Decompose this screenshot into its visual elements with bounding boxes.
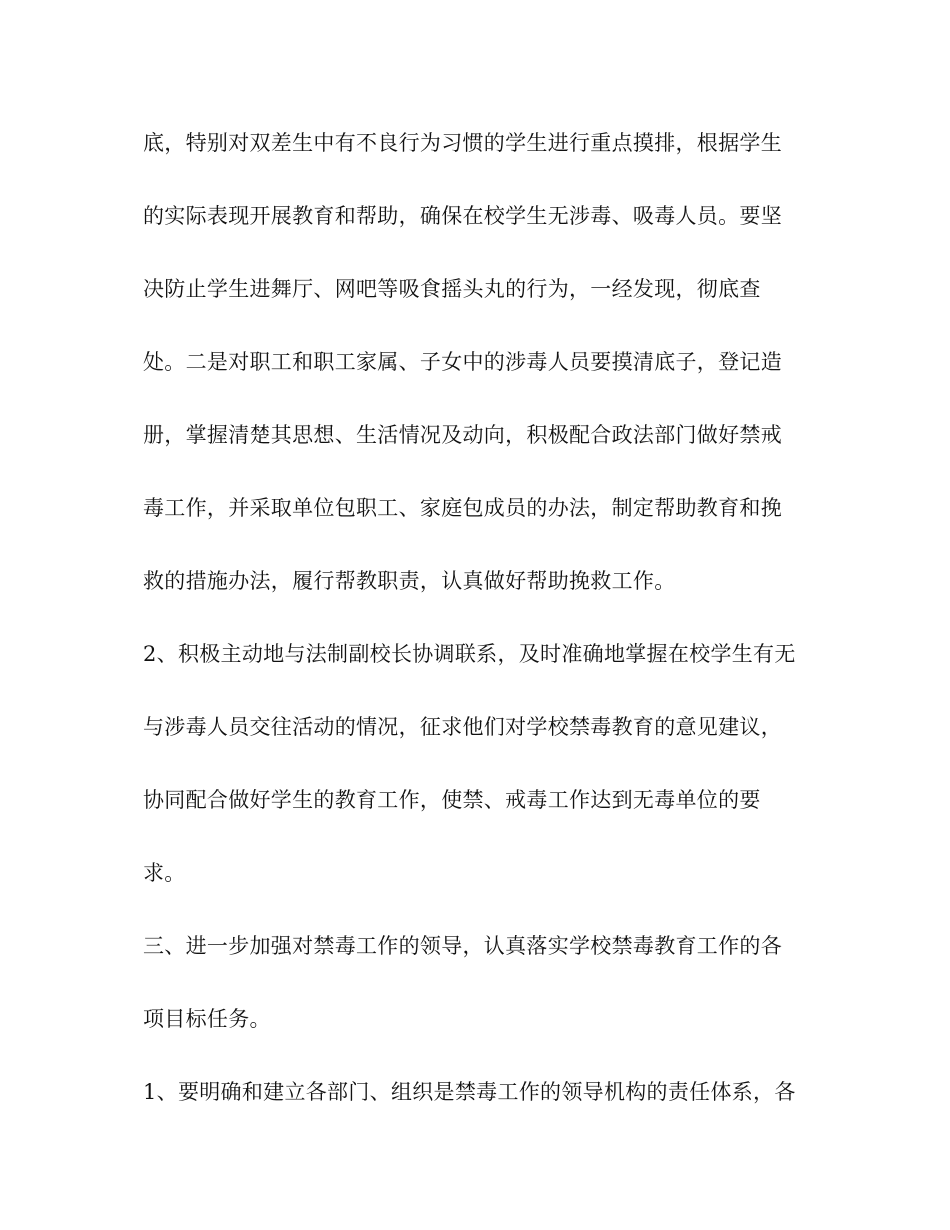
text-line: 救的措施办法，履行帮教职责，认真做好帮助挽救工作。	[143, 569, 676, 593]
text-line: 三、进一步加强对禁毒工作的领导，认真落实学校禁毒教育工作的各	[143, 934, 782, 958]
text-line: 决防止学生进舞厅、网吧等吸食摇头丸的行为，一经发现，彻底查	[143, 277, 761, 301]
text-line: 2、积极主动地与法制副校长协调联系，及时准确地掌握在校学生有无	[143, 642, 796, 666]
text-line: 册，掌握清楚其思想、生活情况及动向，积极配合政法部门做好禁戒	[143, 423, 782, 447]
text-line: 与涉毒人员交往活动的情况，征求他们对学校禁毒教育的意见建议，	[143, 715, 782, 739]
text-line: 处。二是对职工和职工家属、子女中的涉毒人员要摸清底子，登记造	[143, 350, 782, 374]
text-line: 底，特别对双差生中有不良行为习惯的学生进行重点摸排，根据学生	[143, 131, 782, 155]
text-line: 的实际表现开展教育和帮助，确保在校学生无涉毒、吸毒人员。要坚	[143, 204, 782, 228]
text-line: 求。	[143, 861, 186, 885]
text-line: 协同配合做好学生的教育工作，使禁、戒毒工作达到无毒单位的要	[143, 788, 761, 812]
text-line: 毒工作，并采取单位包职工、家庭包成员的办法，制定帮助教育和挽	[143, 496, 782, 520]
text-line: 项目标任务。	[143, 1007, 271, 1031]
text-line: 1、要明确和建立各部门、组织是禁毒工作的领导机构的责任体系，各	[143, 1080, 796, 1104]
